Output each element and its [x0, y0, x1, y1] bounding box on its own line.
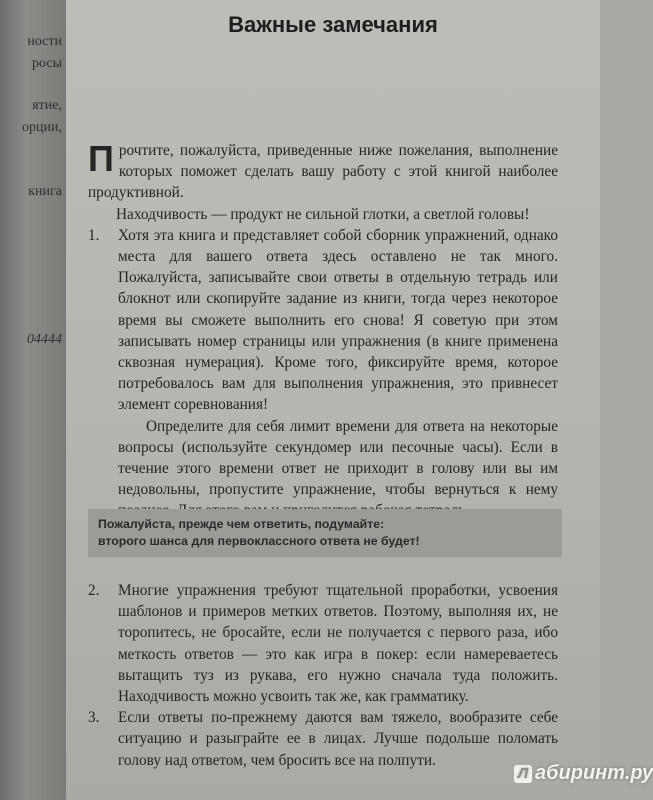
list-item-text: Если ответы по-прежнему даются вам тяжело, вообразите себе ситуацию и разыграйте ее в лицах. Лучше подольше поломать голову над ответом, чем бросить все на полпути.	[118, 709, 558, 769]
adjacent-page-spine	[0, 0, 66, 800]
spine-fragment: 04444	[27, 332, 62, 347]
intro-section	[88, 140, 558, 522]
spine-fragment: орции,	[22, 120, 62, 135]
spine-fragment: книга	[28, 184, 62, 199]
intro-text: рочтите, пожалуйста, приведенные ниже пожелания, выполнение которых поможет сделать вашу работу с этой книгой наиболее продуктивной.	[88, 142, 558, 202]
callout-line: Пожалуйста, прежде чем ответить, подумайте:	[98, 517, 385, 531]
list-item-1	[88, 225, 558, 416]
list-item-1-continuation: Определите для себя лимит времени для ответа на некоторые вопросы (используйте секундомер или песочные часы). Если в течение этого времени ответ не приходит в голову или вы им недовольны, пропустите упражнение, чтобы вернуться к нему	[118, 417, 558, 499]
callout-box	[88, 509, 562, 557]
spine-fragment: ятие,	[32, 98, 62, 113]
callout-line: второго шанса для первоклассного ответа не будет!	[98, 534, 420, 548]
labirint-logo-icon: Л	[514, 765, 532, 783]
page-title: Важные замечания	[228, 12, 438, 37]
drop-cap: П	[88, 138, 114, 179]
list-continued	[88, 580, 558, 771]
spine-fragment: росы	[32, 56, 62, 71]
list-number: 1.	[88, 226, 100, 244]
epigraph: Находчивость — продукт не сильной глотки, а светлой головы!	[116, 205, 530, 223]
list-item-3	[88, 707, 558, 771]
list-item-text: Многие упражнения требуют тщательной проработки, усвоения шаблонов и примеров метких ответов. Поэтому, выполняя их, не торопитесь, не бросайте, если не получается с первого раза, ибо меткость ответов — это как игра в покер: если намереваетесь вытащить туз из рукава, его нужно сначала туда положить. Находчивость можно усвоить так же, как грамматику.	[118, 582, 558, 706]
watermark-text: абиринт.ру	[535, 762, 653, 784]
list-number: 2.	[88, 582, 100, 599]
labirint-watermark	[514, 762, 653, 785]
list-item-text: Хотя эта книга и представляет собой сборник упражнений, однако места для вашего ответа здесь оставлено не так много. Пожалуйста, записывайте свои ответы в отдельную тетрадь или блокнот или скопируйте задание из книги, тогда через некоторое время вы сможете выполнить его снова! Я советую при этом записывать номер страницы или упражнения (в книге применена сквозная нумерация). Кроме того, фиксируйте время, которое потребовалось вам для выполнения упражнения, это привнесет элемент соревнования!	[118, 226, 558, 414]
spine-fragment: ности	[27, 34, 62, 49]
list-number: 3.	[88, 709, 100, 727]
intro-paragraph	[88, 140, 558, 204]
book-page	[66, 0, 653, 800]
list-item-2	[88, 580, 558, 707]
